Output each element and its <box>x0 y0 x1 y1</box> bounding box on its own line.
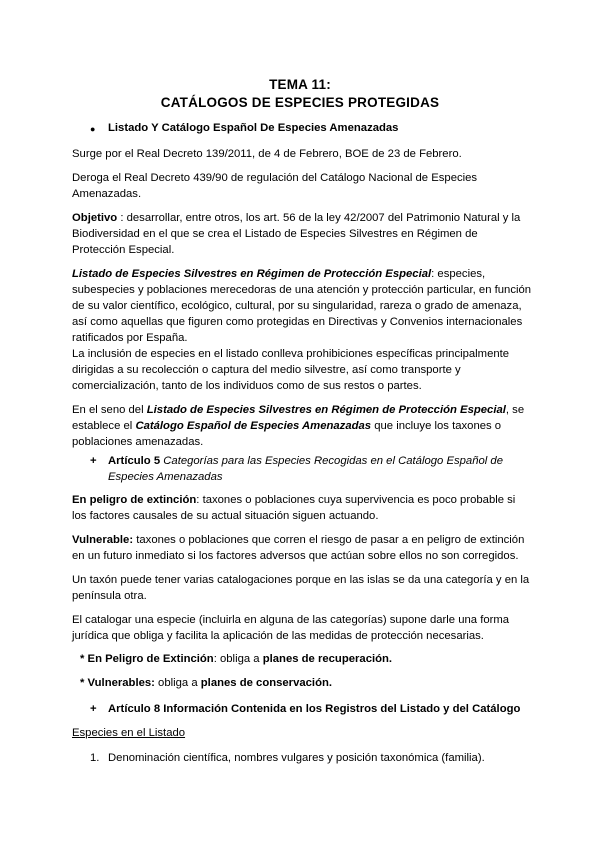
paragraph-taxon: Un taxón puede tener varias catalogaciones porque en las islas se da una categoría y en la península otra. <box>72 574 530 602</box>
listado-label: Listado de Especies Silvestres en Régimen de Protección Especial <box>72 268 432 280</box>
bullet-marker: ● <box>90 124 96 134</box>
paragraph-listado <box>72 266 532 346</box>
listado-text: : especies, subespecies y poblaciones merecedoras de una atención y protección particular, en función de su valor científico, ecológico, cultural, por su singularidad, rareza o grado de amenaza, así como aquellas que figuren como protegidas en Directivas y Convenios internacionales ratificados por España. <box>72 268 532 344</box>
paragraph-surge: Surge por el Real Decreto 139/2011, de 4 de Febrero, BOE de 23 de Febrero. <box>72 148 462 160</box>
star2-mid: obliga a <box>154 677 201 689</box>
seno-text-2: , se establece el <box>72 404 525 432</box>
vulnerable-text: taxones o poblaciones que corren el riesgo de pasar a en peligro de extinción en un futuro inmediato si los factores adversos que actúan sobre ellos no son corregidos. <box>72 534 525 562</box>
paragraph-objetivo <box>72 210 532 258</box>
objetivo-text: : desarrollar, entre otros, los art. 56 de la ley 42/2007 del Patrimonio Natural y la Biodiversidad en el que se crea el Listado de Especies Silvestres en Régimen de Protección Especial. <box>72 212 521 256</box>
paragraph-vulnerable <box>72 532 532 564</box>
articulo-5 <box>108 453 528 485</box>
star-item-vulnerables <box>80 675 540 691</box>
star2-end: planes de conservación. <box>200 677 333 689</box>
paragraph-inclusion: La inclusión de especies en el listado conlleva prohibiciones específicas principalmente dirigidas a su recolección o captura del medio silvestre, así como transporte y comercialización, tanto de los individuos como de sus restos o partes. <box>72 348 510 392</box>
title-line-2: CATÁLOGOS DE ESPECIES PROTEGIDAS <box>160 95 440 110</box>
peligro-text: : taxones o poblaciones cuya supervivencia es poco probable si los factores causales de su actual situación siguen actuando. <box>72 494 516 522</box>
articulo-5-label: Artículo 5 <box>108 455 161 467</box>
seno-text-3: que incluye los taxones o poblaciones amenazadas. <box>72 420 502 448</box>
plus-marker: + <box>90 455 97 467</box>
paragraph-deroga: Deroga el Real Decreto 439/90 de regulación del Catálogo Nacional de Especies Amenazadas. <box>72 172 478 200</box>
objetivo-label: Objetivo <box>72 212 118 224</box>
paragraph-catalogar: El catalogar una especie (incluirla en alguna de las categorías) supone darle una forma jurídica que obliga y facilita la aplicación de las medidas de protección necesarias. <box>72 614 510 642</box>
articulo-5-text: Categorías para las Especies Recogidas en el Catálogo Español de Especies Amenazadas <box>108 455 503 483</box>
seno-text-1: En el seno del <box>72 404 147 416</box>
star2-label: * Vulnerables: <box>80 677 155 689</box>
section-especies-listado: Especies en el Listado <box>72 727 186 739</box>
star1-end: planes de recuperación. <box>262 653 393 665</box>
seno-bold-2: Catálogo Español de Especies Amenazadas <box>135 420 372 432</box>
list-item-1: Denominación científica, nombres vulgares y posición taxonómica (familia). <box>108 752 485 764</box>
star1-label: * En Peligro de Extinción <box>80 653 214 665</box>
bullet-heading: Listado Y Catálogo Español De Especies Amenazadas <box>108 122 399 134</box>
list-number-1: 1. <box>90 752 100 764</box>
paragraph-seno <box>72 402 532 450</box>
title-line-1: TEMA 11: <box>269 77 331 92</box>
star-item-peligro <box>80 651 540 667</box>
seno-bold-1: Listado de Especies Silvestres en Régimen de Protección Especial <box>146 404 506 416</box>
plus-marker-2: + <box>90 703 97 715</box>
star1-mid: : obliga a <box>213 653 263 665</box>
articulo-8: Artículo 8 Información Contenida en los Registros del Listado y del Catálogo <box>108 703 521 715</box>
vulnerable-label: Vulnerable: <box>72 534 134 546</box>
peligro-label: En peligro de extinción <box>72 494 197 506</box>
paragraph-peligro <box>72 492 532 524</box>
